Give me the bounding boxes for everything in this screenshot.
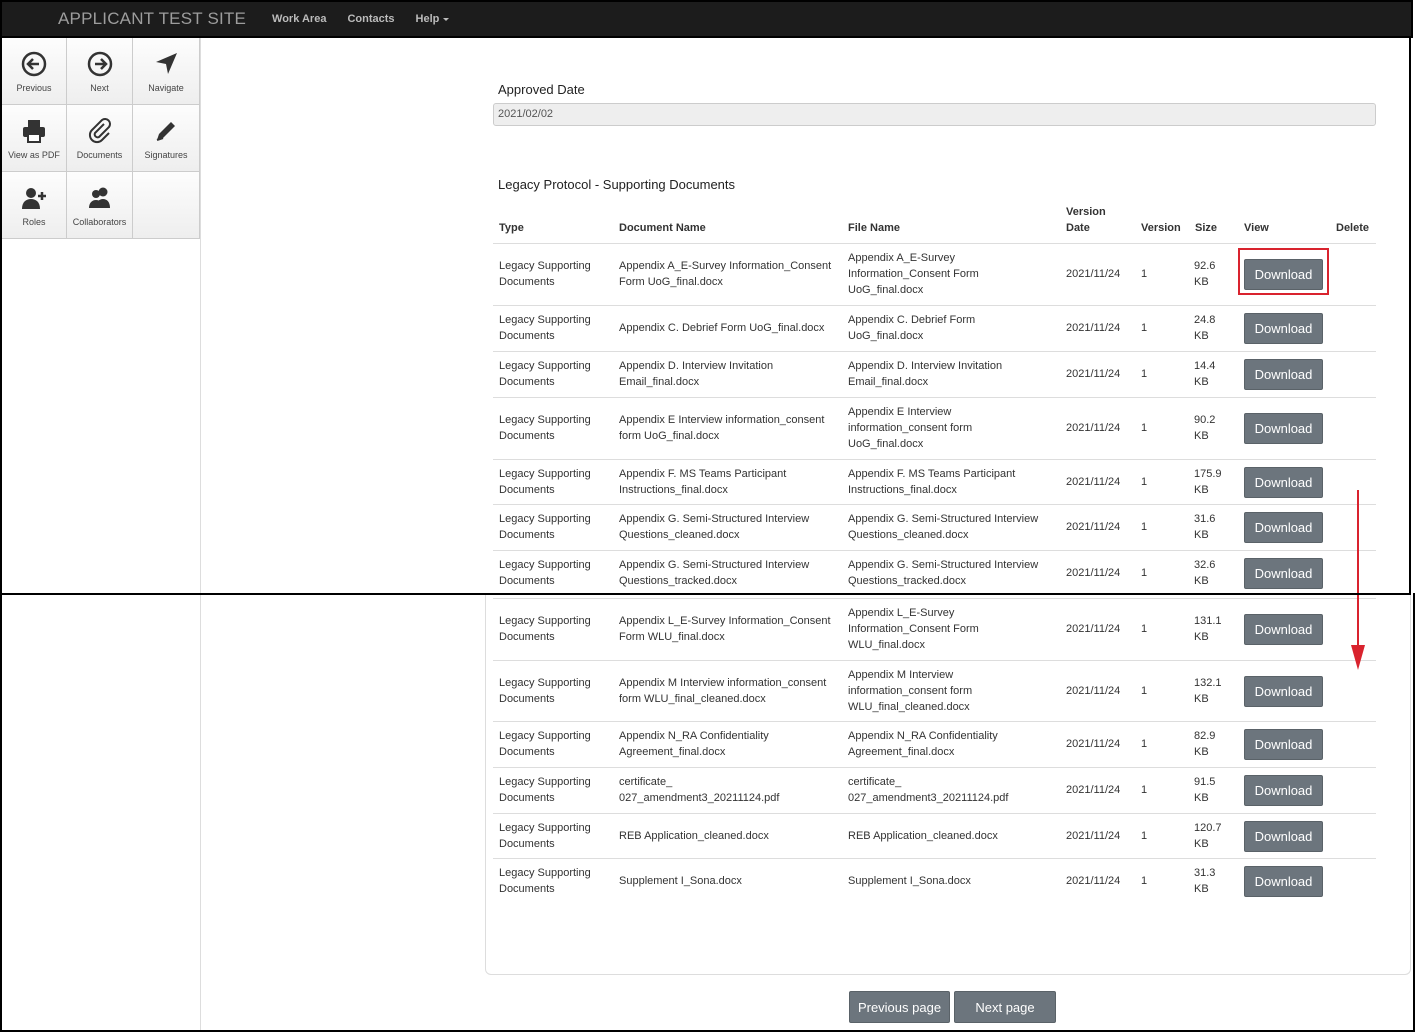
cell-type: Legacy Supporting Documents (499, 558, 591, 587)
cell-version: 1 (1141, 875, 1148, 887)
toolbar-empty-slot (133, 172, 200, 239)
cell-file-name: Appendix M Interview information_consent form WLU_final_cleaned.docx (848, 668, 973, 713)
download-button[interactable]: Download (1244, 775, 1323, 806)
previous-page-button[interactable]: Previous page (849, 991, 950, 1023)
header-delete: Delete (1336, 222, 1370, 234)
cell-version: 1 (1141, 521, 1148, 533)
nav-contacts[interactable]: Contacts (347, 13, 395, 25)
cell-size: 24.8 KB (1194, 314, 1216, 342)
cell-type: Legacy Supporting Documents (499, 821, 591, 850)
cell-type: Legacy Supporting Documents (499, 776, 591, 804)
printer-icon (20, 117, 48, 145)
cell-size: 82.9 KB (1194, 730, 1216, 758)
roles-label: Roles (22, 216, 46, 227)
cell-document-name: Appendix D. Interview Invitation Email_final.docx (619, 360, 774, 388)
next-page-button[interactable]: Next page (954, 991, 1056, 1023)
users-icon (86, 184, 114, 212)
cell-document-name: certificate_ 027_amendment3_20211124.pdf (619, 776, 780, 804)
navigate-arrow-icon (152, 50, 180, 78)
collaborators-button[interactable] (67, 172, 133, 239)
cell-version: 1 (1141, 623, 1148, 635)
cell-file-name: Appendix G. Semi-Structured Interview Questions_cleaned.docx (848, 513, 1039, 541)
cell-document-name: Appendix C. Debrief Form UoG_final.docx (619, 322, 825, 334)
cell-file-name: Appendix F. MS Teams Participant Instructions_final.docx (848, 467, 1016, 496)
documents-label: Documents (76, 149, 123, 160)
pencil-icon (152, 117, 180, 145)
cell-file-name: REB Application_cleaned.docx (848, 829, 998, 842)
cell-file-name: Appendix G. Semi-Structured Interview Questions_tracked.docx (848, 558, 1039, 587)
cell-version-date: 2021/11/24 (1066, 368, 1121, 380)
paperclip-icon (86, 117, 114, 145)
cell-type: Legacy Supporting Documents (499, 260, 591, 288)
cell-type: Legacy Supporting Documents (499, 360, 591, 388)
cell-size: 91.5 KB (1194, 776, 1216, 804)
cell-document-name: Appendix L_E-Survey Information_Consent Form WLU_final.docx (619, 615, 831, 643)
approved-date-field: 2021/02/02 (493, 103, 1376, 126)
cell-size: 92.6 KB (1194, 260, 1216, 288)
download-button[interactable]: Download (1244, 467, 1323, 498)
cell-document-name: Appendix N_RA Confidentiality Agreement_final.docx (619, 730, 769, 758)
cell-version-date: 2021/11/24 (1066, 738, 1121, 750)
cell-size: 31.6 KB (1194, 513, 1216, 541)
cell-version-date: 2021/11/24 (1066, 566, 1121, 579)
cell-size: 132.1 KB (1194, 676, 1222, 705)
cell-version: 1 (1141, 566, 1148, 579)
nav-work-area[interactable]: Work Area (272, 13, 327, 25)
cell-size: 32.6 KB (1194, 558, 1216, 587)
cell-version: 1 (1141, 784, 1148, 796)
download-button[interactable]: Download (1244, 313, 1323, 344)
signatures-button[interactable] (133, 105, 200, 172)
cell-size: 175.9 KB (1194, 467, 1222, 496)
next-button[interactable] (67, 38, 133, 105)
nav-help-label: Help (415, 13, 440, 25)
view-as-pdf-label: View as PDF (8, 149, 60, 160)
download-button[interactable]: Download (1244, 259, 1323, 290)
navigate-label: Navigate (148, 82, 184, 93)
cell-size: 131.1 KB (1194, 615, 1222, 643)
roles-button[interactable] (2, 172, 67, 239)
download-button[interactable]: Download (1244, 676, 1323, 707)
cell-size: 120.7 KB (1194, 821, 1222, 850)
cell-type: Legacy Supporting Documents (499, 730, 591, 758)
header-size: Size (1195, 222, 1218, 234)
cell-file-name: Appendix A_E-Survey Information_Consent Form UoG_final.docx (848, 252, 979, 296)
header-file-name: File Name (848, 222, 900, 234)
sidebar (2, 38, 201, 1030)
cell-size: 31.3 KB (1194, 867, 1216, 895)
cell-document-name: Appendix M Interview information_consent form WLU_final_cleaned.docx (619, 676, 827, 705)
download-button[interactable]: Download (1244, 729, 1323, 760)
cell-document-name: Appendix G. Semi-Structured Interview Questions_tracked.docx (619, 558, 810, 587)
download-button[interactable]: Download (1244, 821, 1323, 852)
cell-file-name: certificate_ 027_amendment3_20211124.pdf (848, 776, 1009, 804)
cell-version-date: 2021/11/24 (1066, 475, 1121, 488)
cell-type: Legacy Supporting Documents (499, 867, 591, 895)
cell-version-date: 2021/11/24 (1066, 784, 1121, 796)
cell-version: 1 (1141, 422, 1148, 434)
cell-size: 14.4 KB (1194, 360, 1216, 388)
caret-down-icon (443, 18, 449, 21)
navigate-button[interactable] (133, 38, 200, 105)
previous-button[interactable] (2, 38, 67, 105)
cell-document-name: Appendix F. MS Teams Participant Instructions_final.docx (619, 467, 787, 496)
download-button[interactable]: Download (1244, 866, 1323, 897)
arrow-left-circle-icon (20, 50, 48, 78)
approved-date-label: Approved Date (498, 82, 585, 97)
view-as-pdf-button[interactable] (2, 105, 67, 172)
cell-size: 90.2 KB (1194, 414, 1216, 442)
cell-version-date: 2021/11/24 (1066, 684, 1121, 697)
cell-document-name: Appendix G. Semi-Structured Interview Questions_cleaned.docx (619, 513, 810, 541)
cell-version-date: 2021/11/24 (1066, 268, 1121, 280)
cell-file-name: Supplement I_Sona.docx (848, 875, 971, 887)
section-title: Legacy Protocol - Supporting Documents (498, 177, 736, 192)
cell-version: 1 (1141, 322, 1148, 334)
cell-version: 1 (1141, 829, 1148, 842)
cell-version: 1 (1141, 738, 1148, 750)
cell-file-name: Appendix C. Debrief Form UoG_final.docx (848, 314, 976, 342)
cell-version-date: 2021/11/24 (1066, 322, 1121, 334)
header-version: Version (1141, 222, 1181, 234)
cell-type: Legacy Supporting Documents (499, 314, 591, 342)
cell-version-date: 2021/11/24 (1066, 422, 1121, 434)
cell-file-name: Appendix L_E-Survey Information_Consent Form WLU_final.docx (848, 607, 979, 651)
download-button[interactable]: Download (1244, 413, 1323, 444)
header-view: View (1244, 222, 1269, 234)
cell-type: Legacy Supporting Documents (499, 513, 591, 541)
nav-help[interactable] (416, 13, 450, 25)
site-brand[interactable]: APPLICANT TEST SITE (58, 9, 247, 28)
top-navbar (0, 0, 1413, 38)
cell-type: Legacy Supporting Documents (499, 676, 591, 705)
cell-type: Legacy Supporting Documents (499, 467, 591, 496)
toolbar-grid (2, 38, 200, 239)
user-plus-icon (20, 184, 48, 212)
cell-file-name: Appendix N_RA Confidentiality Agreement_final.docx (848, 730, 998, 758)
download-button[interactable]: Download (1244, 614, 1323, 645)
cell-version-date: 2021/11/24 (1066, 875, 1121, 887)
cell-document-name: Appendix E Interview information_consent form UoG_final.docx (619, 414, 825, 442)
download-button[interactable]: Download (1244, 512, 1323, 543)
cell-version-date: 2021/11/24 (1066, 623, 1121, 635)
download-button[interactable]: Download (1244, 359, 1323, 390)
cell-document-name: REB Application_cleaned.docx (619, 829, 769, 842)
cell-type: Legacy Supporting Documents (499, 414, 591, 442)
scroll-down-arrow-icon (1350, 490, 1366, 670)
cell-file-name: Appendix D. Interview Invitation Email_final.docx (848, 360, 1003, 388)
cell-version: 1 (1141, 268, 1148, 280)
arrow-right-circle-icon (86, 50, 114, 78)
cell-document-name: Supplement I_Sona.docx (619, 875, 742, 887)
cell-file-name: Appendix E Interview information_consent form UoG_final.docx (848, 406, 973, 450)
download-button[interactable]: Download (1244, 558, 1323, 589)
header-document-name: Document Name (619, 222, 706, 234)
documents-button[interactable] (67, 105, 133, 172)
cell-version: 1 (1141, 684, 1148, 697)
previous-label: Previous (16, 82, 52, 93)
cell-version: 1 (1141, 475, 1148, 488)
highlight-box (1238, 248, 1329, 295)
cell-type: Legacy Supporting Documents (499, 615, 591, 643)
signatures-label: Signatures (144, 149, 188, 160)
cell-version-date: 2021/11/24 (1066, 829, 1121, 842)
collaborators-label: Collaborators (72, 216, 127, 227)
header-version-date: Version Date (1066, 206, 1106, 234)
header-type: Type (499, 222, 524, 234)
cell-version-date: 2021/11/24 (1066, 521, 1121, 533)
cell-version: 1 (1141, 368, 1148, 380)
next-label: Next (90, 82, 109, 93)
cell-document-name: Appendix A_E-Survey Information_Consent Form UoG_final.docx (619, 260, 832, 288)
